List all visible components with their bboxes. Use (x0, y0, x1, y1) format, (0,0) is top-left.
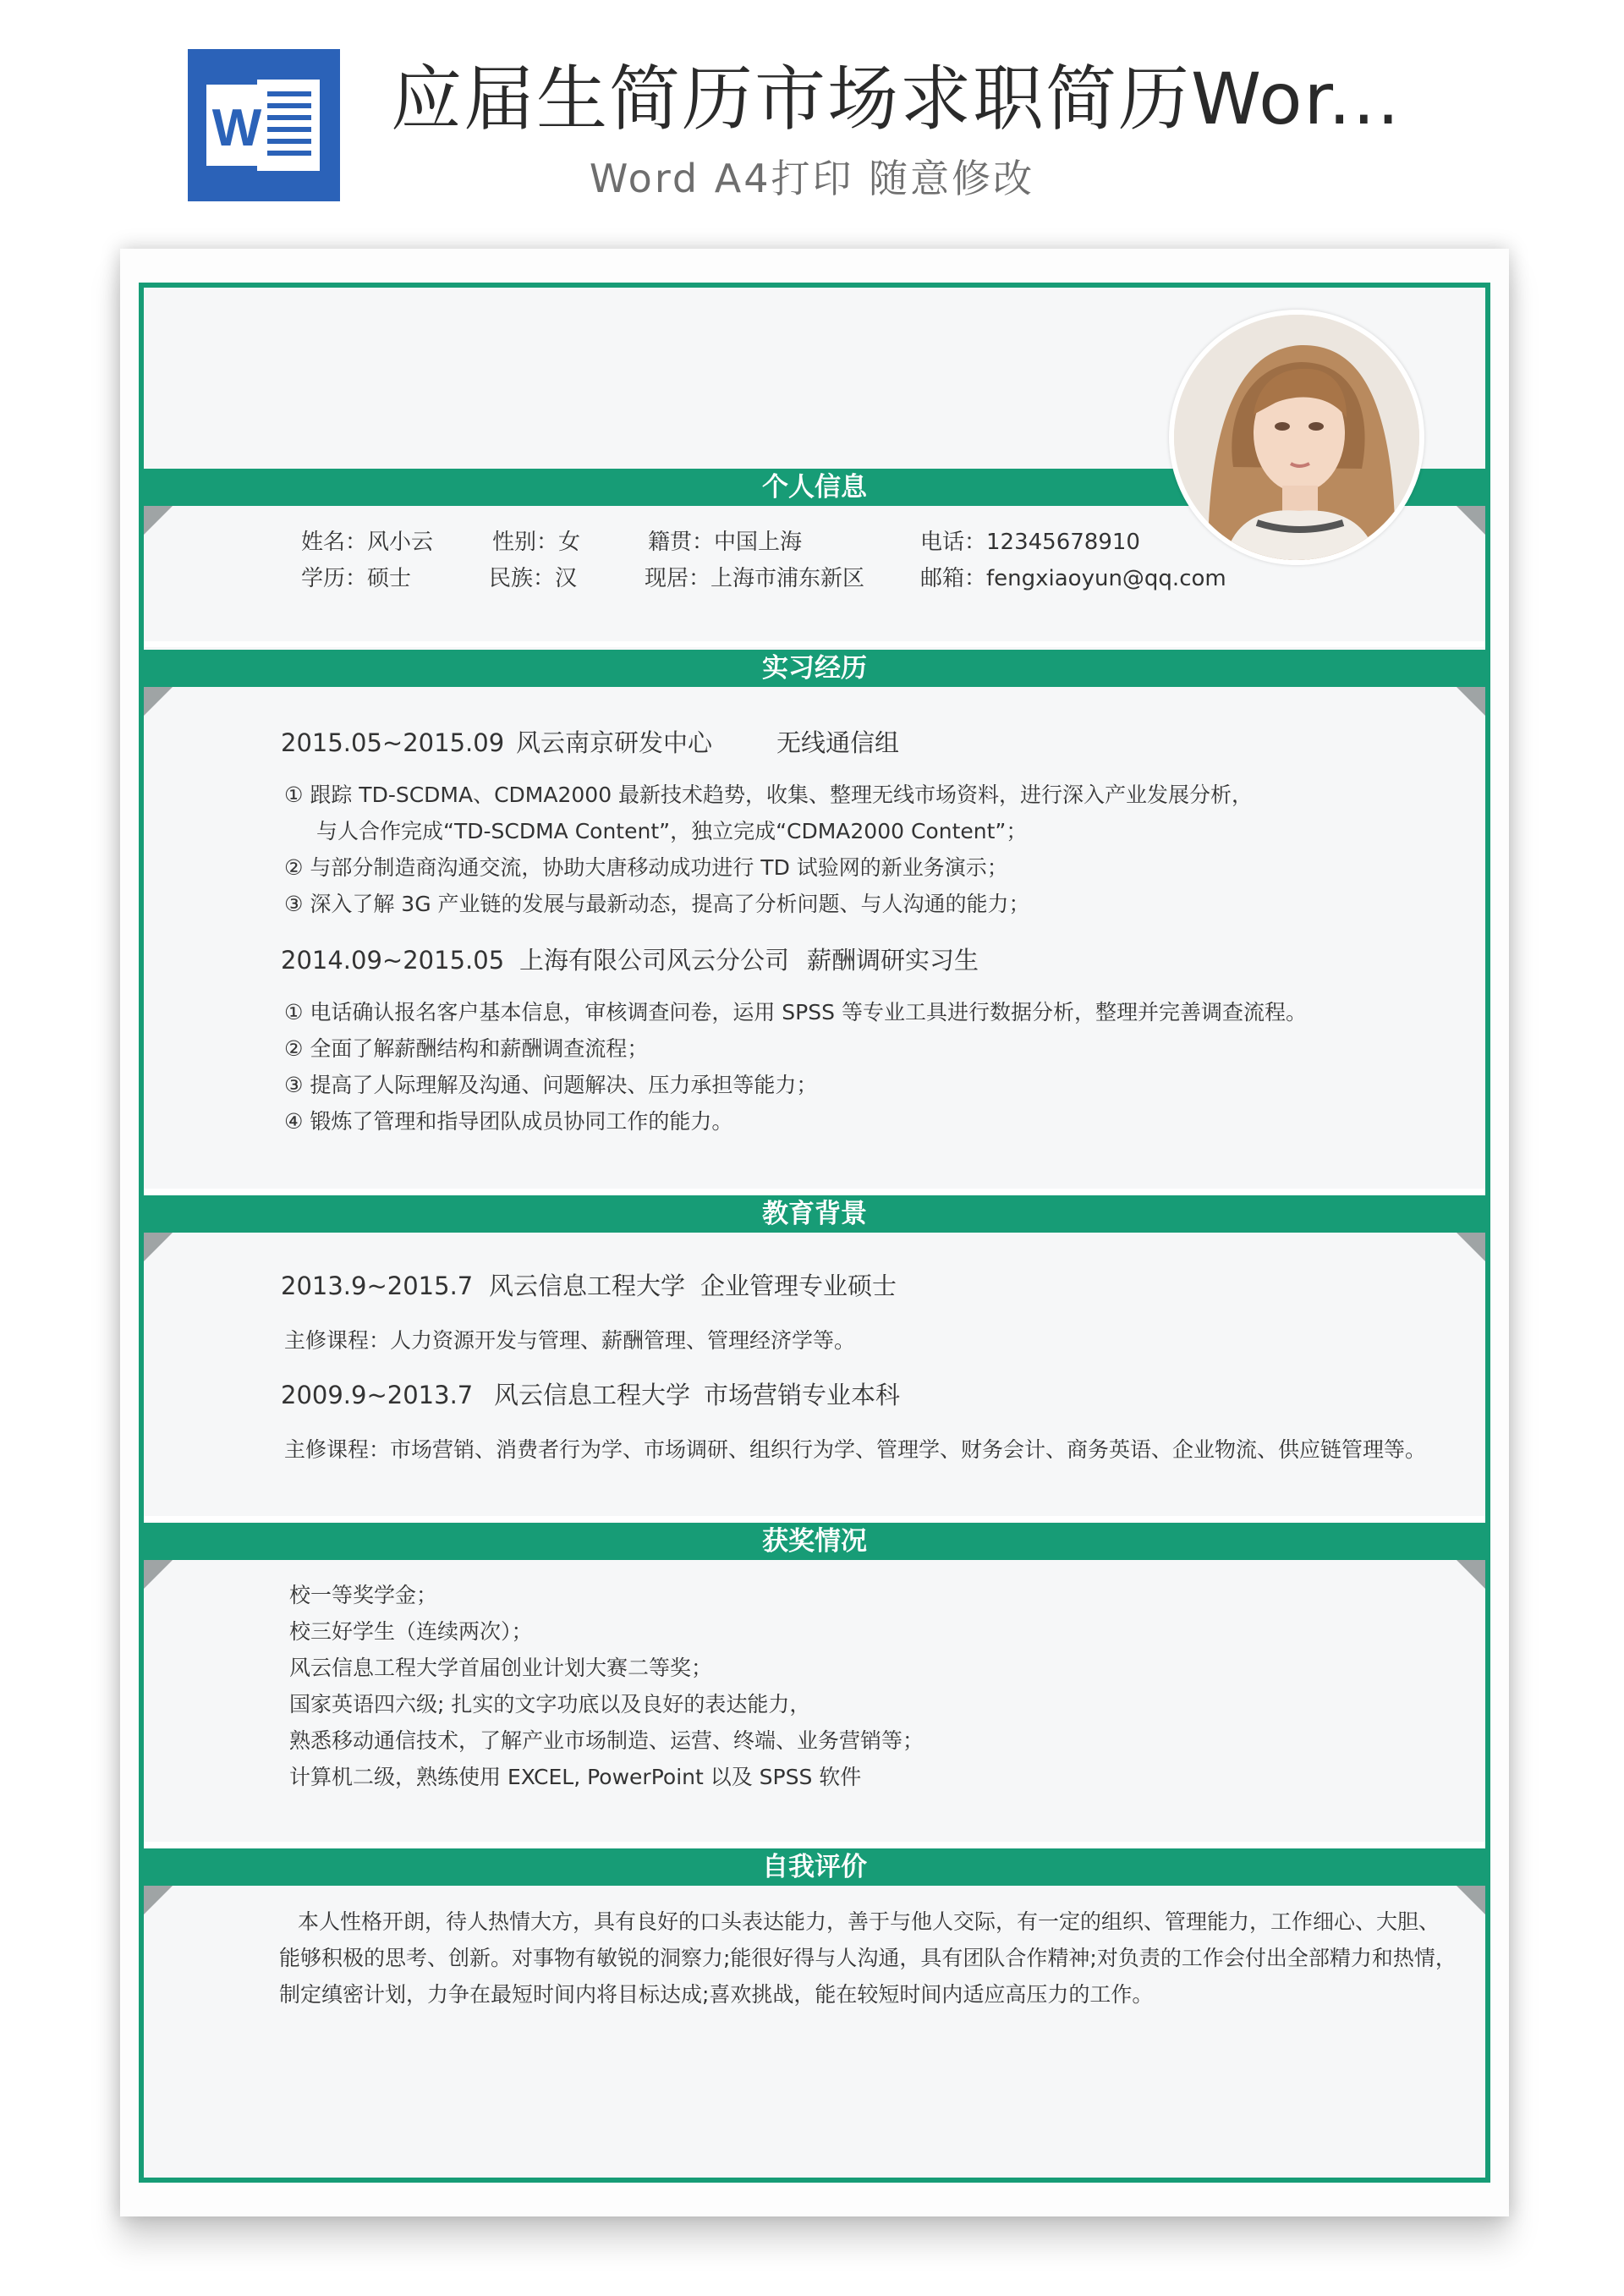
internship-item: ① 电话确认报名客户基本信息，审核调查问卷，运用 SPSS 等专业工具进行数据分析，整理并完善调查流程。 (284, 1000, 1307, 1024)
corner-fold (144, 1886, 173, 1914)
internship-item: ① 跟踪 TD-SCDMA、CDMA2000 最新技术趋势，收集、整理无线市场资料，进行深入产业发展分析， (284, 783, 1254, 807)
internship-company: 上海有限公司风云分公司 (519, 946, 790, 975)
award-item: 计算机二级，熟练使用 EXCEL, PowerPoint 以及 SPSS 软件 (289, 1765, 862, 1789)
separator (144, 1516, 1485, 1522)
page-subtitle: Word A4打印 随意修改 (589, 156, 1035, 201)
education-courses: 主修课程：市场营销、消费者行为学、市场调研、组织行为学、管理学、财务会计、商务英语、企业物流、供应链管理等。 (284, 1437, 1427, 1462)
section-title: 实习经历 (762, 653, 867, 684)
internship-role: 无线通信组 (776, 728, 900, 757)
section-title: 个人信息 (762, 472, 867, 503)
self-evaluation-line: 能够积极的思考、创新。对事物有敏锐的洞察力;能很好得与人沟通，具有团队合作精神;对负责的工作会付出全部精力和热情， (279, 1946, 1457, 1970)
internship-item: ② 全面了解薪酬结构和薪酬调查流程； (284, 1036, 649, 1061)
corner-fold (1457, 1560, 1485, 1589)
corner-fold (144, 1560, 173, 1589)
residence-field: 现居：上海市浦东新区 (645, 566, 865, 591)
email-field: 邮箱：fengxiaoyun@qq.com (920, 566, 1226, 591)
education-courses: 主修课程：人力资源开发与管理、薪酬管理、管理经济学等。 (284, 1328, 856, 1353)
award-item: 风云信息工程大学首届创业计划大赛二等奖； (289, 1656, 713, 1680)
separator (144, 1189, 1485, 1195)
corner-fold (144, 1233, 173, 1261)
internship-company: 风云南京研发中心 (516, 728, 713, 757)
internship-role: 薪酬调研实习生 (807, 946, 979, 975)
corner-fold (144, 687, 173, 716)
phone-field: 电话：12345678910 (920, 530, 1140, 555)
corner-fold (1457, 687, 1485, 716)
internship-item: 与人合作完成“TD-SCDMA Content”，独立完成“CDMA2000 Content”； (316, 819, 1028, 843)
section-band-education (144, 1195, 1485, 1233)
internship-period: 2015.05~2015.09 (281, 728, 505, 757)
award-item: 校三好学生（连续两次）； (289, 1619, 533, 1644)
section-band-internship (144, 650, 1485, 687)
corner-fold (1457, 1233, 1485, 1261)
section-title: 获奖情况 (762, 1526, 867, 1557)
award-item: 校一等奖学金； (289, 1583, 438, 1607)
name-field: 姓名：风小云 (301, 530, 434, 555)
corner-fold (1457, 506, 1485, 535)
section-title: 自我评价 (762, 1852, 867, 1882)
section-band-self-evaluation (144, 1848, 1485, 1886)
education-school: 风云信息工程大学 (489, 1272, 686, 1300)
education-major: 市场营销专业本科 (704, 1381, 901, 1409)
profile-photo (1169, 310, 1424, 565)
internship-item: ③ 提高了人际理解及沟通、问题解决、压力承担等能力； (284, 1073, 818, 1097)
separator (144, 1842, 1485, 1848)
section-band-awards (144, 1523, 1485, 1560)
award-item: 国家英语四六级; 扎实的文字功底以及良好的表达能力， (289, 1692, 811, 1717)
education-major: 企业管理专业硕士 (700, 1272, 897, 1300)
origin-field: 籍贯：中国上海 (648, 530, 803, 555)
education-period: 2009.9~2013.7 (281, 1381, 474, 1409)
education-period: 2013.9~2015.7 (281, 1272, 474, 1300)
internship-item: ④ 锻炼了管理和指导团队成员协同工作的能力。 (284, 1109, 733, 1134)
section-title: 教育背景 (762, 1199, 867, 1229)
award-item: 熟悉移动通信技术，了解产业市场制造、运营、终端、业务营销等； (289, 1728, 924, 1753)
internship-period: 2014.09~2015.05 (281, 946, 505, 975)
separator (144, 641, 1485, 647)
self-evaluation-line: 本人性格开朗，待人热情大方，具有良好的口头表达能力，善于与他人交际，有一定的组织、管理能力，工作细心、大胆、 (298, 1909, 1440, 1934)
ethnicity-field: 民族：汉 (489, 566, 578, 591)
corner-fold (1457, 1886, 1485, 1914)
page-title: 应届生简历市场求职简历Wor... (391, 58, 1402, 140)
gender-field: 性别：女 (492, 530, 581, 555)
education-school: 风云信息工程大学 (494, 1381, 691, 1409)
internship-item: ② 与部分制造商沟通交流，协助大唐移动成功进行 TD 试验网的新业务演示； (284, 855, 1008, 880)
corner-fold (144, 506, 173, 535)
self-evaluation-line: 制定缜密计划，力争在最短时间内将目标达成;喜欢挑战，能在较短时间内适应高压力的工作。 (279, 1982, 1154, 2007)
degree-field: 学历：硕士 (301, 566, 412, 591)
internship-item: ③ 深入了解 3G 产业链的发展与最新动态，提高了分析问题、与人沟通的能力； (284, 892, 1030, 916)
svg-text:W: W (211, 99, 262, 157)
